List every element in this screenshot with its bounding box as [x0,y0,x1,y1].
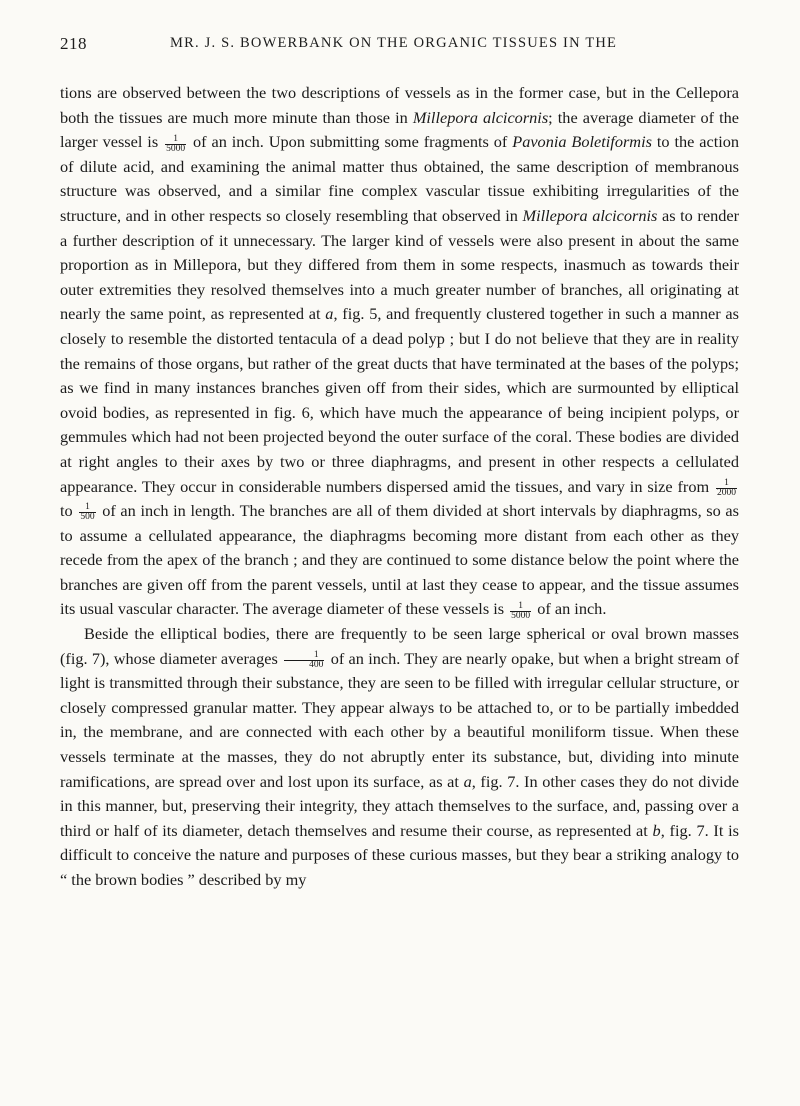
fraction-denominator: 500 [80,512,95,523]
fraction-numerator: 1 [284,651,324,661]
text-span: of an inch in length. The branches are all of them divided at short intervals by diaphragms, so as to assume a cellulated appearance, the diaphragms becoming more distant from each other as they recede from the apex of the branch ; and they are continued to some distance below the point where the branches are given off from the parent vessels, until at last they cease to appear, and the tissue assumes its usual vascular character. The average diameter of these vessels is [60,501,739,619]
page-header [60,34,740,58]
fraction-numerator: 1 [79,503,95,513]
fraction-numerator: 1 [165,135,186,145]
paragraph-1 [60,81,739,622]
text-span: ; the average diameter of the larger vessel is [60,107,740,152]
fraction [284,651,324,670]
text-span: Beside the elliptical bodies, there are frequently to be seen large spherical or oval brown masses (fig. 7), whose diameter averages [60,624,739,668]
page-number: 218 [60,34,87,53]
fraction-denominator: 5000 [166,143,186,154]
italic-letter: a [325,304,334,324]
fraction-denominator: 5000 [511,610,531,621]
text-span: to the action of dilute acid, and examining the animal matter thus obtained, the same description of membranous structure was observed, and a similar fine complex vascular tissue exhibiting irregularities of the structure, and in other respects so closely resembling that observed in [60,132,740,225]
fraction [716,479,737,498]
text-span: tions are observed between the two descriptions of vessels as in the former case, but in the Cellepora both the tissues are much more minute than those in [60,83,739,127]
fraction-numerator: 1 [716,479,737,489]
text-span: as to render a further description of it unnecessary. The larger kind of vessels were also present in about the same proportion as in Millepora, but they differed from them in some respects, inasmuch as towards their outer extremities they resolved themselves into a much greater number of branches, all originating at nearly the same point, as represented at [60,205,740,324]
italic-taxon: Millepora alcicornis [412,107,549,127]
fraction-numerator: 1 [510,602,531,612]
text-span: to [60,501,78,521]
fraction [510,602,531,621]
text-span: , fig. 7. In other cases they do not divide in this manner, but, preserving their integrity, they attach themselves to the surface, and, passing over a third or half of its diameter, detach themselves and resume their course, as represented at [60,771,739,840]
italic-taxon: Millepora alcicornis [522,205,658,225]
text-span: , fig. 7. It is difficult to conceive the nature and purposes of these curious masses, but they bear a striking analogy to “ the brown bodies ” described by my [60,820,739,889]
italic-letter: a [463,771,472,791]
text-span: of an inch. [533,599,607,619]
fraction-denominator: 2000 [717,487,736,498]
running-head: MR. J. S. BOWERBANK ON THE ORGANIC TISSUES IN THE [170,35,618,51]
text-span: , fig. 5, and frequently clustered together in such a manner as closely to resemble the distorted tentacula of a dead polyp ; but I do not believe that they are in reality the remains of those organs, but rather of the great ducts that have terminated at the bases of the polyps; as we find in many instances branches given off from their sides, which are surmounted by elliptical ovoid bodies, as represented in fig. 6, which have much the appearance of being incipient polyps, or gemmules which had not been projected beyond the outer surface of the coral. These bodies are divided at right angles to their axes by two or three diaphragms, and present in other respects a cellulated appearance. They occur in considerable numbers dispersed amid the tissues, and vary in size from [60,304,739,496]
fraction [165,135,186,154]
text-span: of an inch. Upon submitting some fragments of [188,132,513,152]
italic-letter: b [652,820,661,840]
text-span: of an inch. They are nearly opake, but when a bright stream of light is transmitted through their substance, they are seen to be filled with irregular cellular structure, or closely compressed granular matter. They appear always to be attached to, or to be partially imbedded in, the membrane, and are connected with each other by a beautiful moniliform tissue. When these vessels terminate at the masses, they do not abruptly enter its substance, but, dividing into minute ramifications, are spread over and lost upon its surface, as at [60,648,739,791]
body-text [60,81,739,893]
italic-taxon: Pavonia Boletiformis [512,132,652,152]
paragraph-2 [60,622,739,893]
fraction-denominator: 400 [309,659,324,670]
fraction [79,503,95,522]
